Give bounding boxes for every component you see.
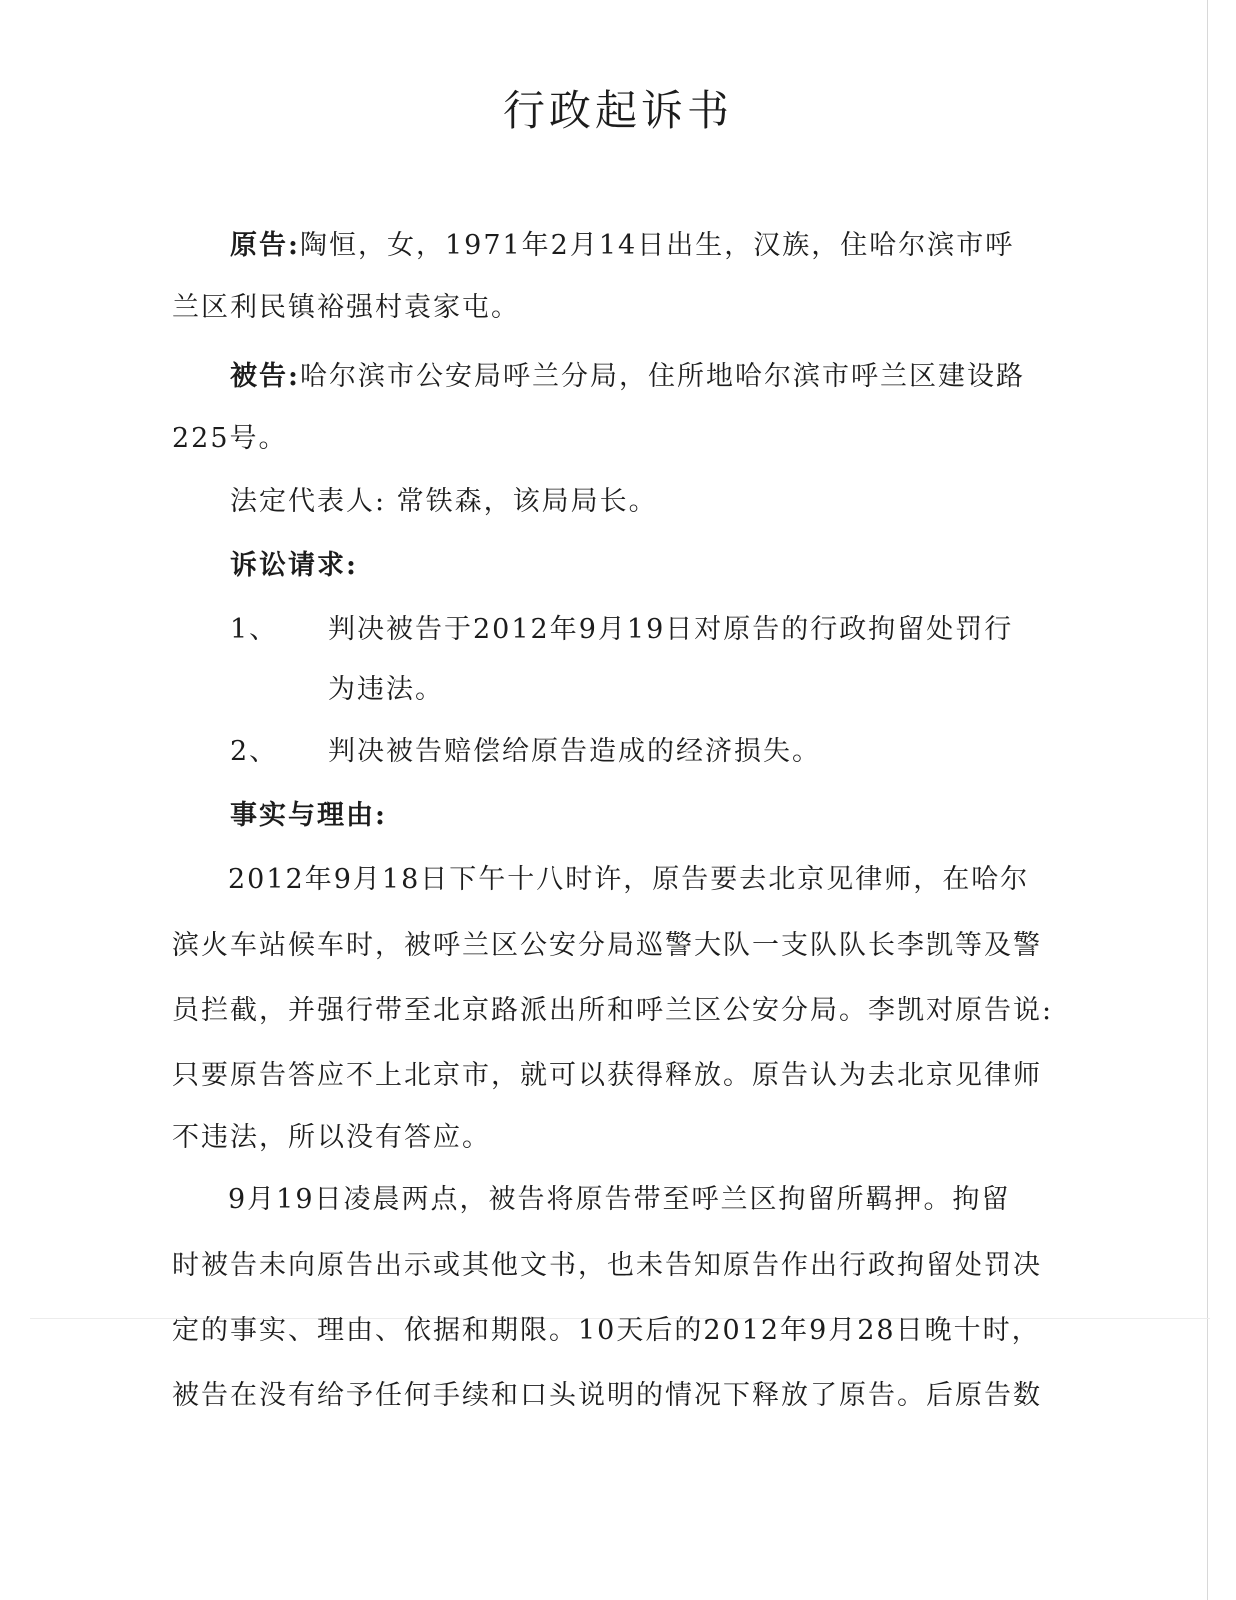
facts-para2-line-3: 定的事实、理由、依据和期限。10天后的2012年9月28日晚十时， — [172, 1315, 1041, 1346]
plaintiff-label: 原告: — [230, 230, 300, 261]
facts-para2-line-4: 被告在没有给予任何手续和口头说明的情况下释放了原告。后原告数 — [172, 1380, 1042, 1411]
facts-para2-line-2: 时被告未向原告出示或其他文书，也未告知原告作出行政拘留处罚决 — [172, 1250, 1042, 1281]
facts-heading: 事实与理由: — [230, 800, 387, 831]
facts-para1-line-2: 滨火车站候车时，被呼兰区公安分局巡警大队一支队队长李凯等及警 — [172, 930, 1042, 961]
facts-para1-line-1: 2012年9月18日下午十八时许，原告要去北京见律师，在哈尔 — [228, 864, 1030, 895]
legal-representative: 法定代表人: 常铁森，该局局长。 — [230, 486, 658, 517]
facts-para1-line-4: 只要原告答应不上北京市，就可以获得释放。原告认为去北京见律师 — [172, 1060, 1042, 1091]
facts-para1-line-5: 不违法，所以没有答应。 — [172, 1122, 491, 1153]
plaintiff-line-2: 兰区利民镇裕强村袁家屯。 — [172, 292, 520, 323]
defendant-line-1 — [172, 359, 1025, 395]
defendant-label: 被告: — [230, 361, 300, 392]
claim-1-text-2: 为违法。 — [328, 674, 444, 705]
claim-2-number: 2、 — [230, 736, 279, 767]
claim-1-number: 1、 — [230, 614, 279, 645]
plaintiff-line-1 — [172, 228, 1015, 264]
document-title: 行政起诉书 — [502, 86, 733, 135]
claims-heading: 诉讼请求: — [230, 550, 358, 581]
scan-edge — [1207, 0, 1208, 1600]
facts-para1-line-3: 员拦截，并强行带至北京路派出所和呼兰区公安分局。李凯对原告说: — [172, 995, 1054, 1026]
claim-1-text-1: 判决被告于2012年9月19日对原告的行政拘留处罚行 — [328, 614, 1014, 645]
defendant-text-1: 哈尔滨市公安局呼兰分局，住所地哈尔滨市呼兰区建设路 — [299, 361, 1025, 392]
defendant-line-2: 225号。 — [172, 423, 288, 454]
plaintiff-text-1: 陶恒，女，1971年2月14日出生，汉族，住哈尔滨市呼 — [299, 230, 1015, 261]
facts-para2-line-1: 9月19日凌晨两点，被告将原告带至呼兰区拘留所羁押。拘留 — [228, 1184, 1011, 1215]
claim-2-text-1: 判决被告赔偿给原告造成的经济损失。 — [328, 736, 821, 767]
